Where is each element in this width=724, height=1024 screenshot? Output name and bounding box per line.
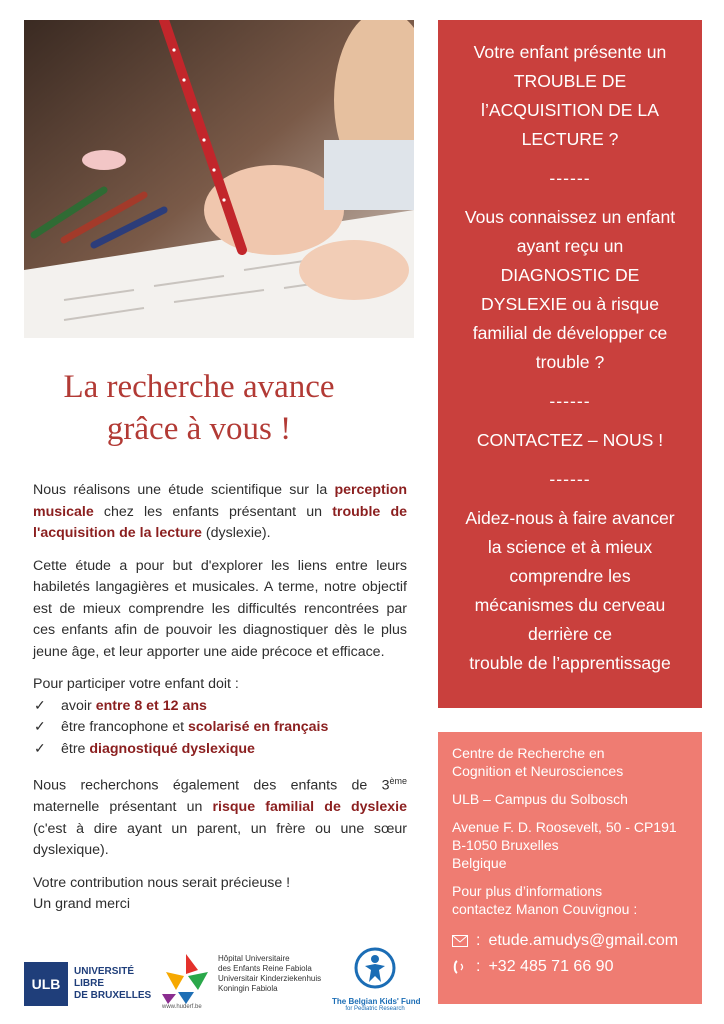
envelope-icon <box>452 935 468 947</box>
q2-line: trouble ? <box>535 352 605 372</box>
q2-line: ayant reçu un <box>516 236 624 256</box>
ulb-name-line: UNIVERSITÉ <box>74 966 135 977</box>
info-line: Pour plus d’informations <box>452 883 603 899</box>
criteria-text: être <box>61 740 90 757</box>
ulb-name <box>74 966 151 1002</box>
q2-line: DYSLEXIE ou à risque <box>481 294 659 314</box>
criteria-item <box>33 717 407 739</box>
bkf-subtitle: for Pediatric Research <box>345 1006 405 1012</box>
intro-text-2: chez les enfants présentant un <box>93 503 333 520</box>
q2-line: Vous connaissez un enfant <box>464 207 676 227</box>
q1-line: l’ACQUISITION DE LA <box>481 100 659 120</box>
question-2 <box>438 203 702 377</box>
aim-paragraph: Cette étude a pour but d'explorer les liens entre leurs habiletés langagières et musicales. A terme, notre objectif est de mieux comprendre les difficultés rencontrées par ces enfants afin de pouvoir les diagnostiquer dès le plus jeune âge, et leur apporter une aide précoce et efficace. <box>33 557 407 660</box>
huderf-line: Koningin Fabiola <box>218 984 278 993</box>
criteria-heading: Pour participer votre enfant doit : <box>33 676 239 692</box>
intro-text-1: Nous réalisons une étude scientifique sur la <box>33 482 335 498</box>
closing-line: la science et à mieux <box>487 537 653 557</box>
intro-paragraph <box>33 480 407 545</box>
address-line: Belgique <box>452 855 507 871</box>
criteria-item <box>33 739 407 761</box>
child-writing-photo <box>24 20 414 338</box>
ulb-logo: ULB <box>24 962 68 1006</box>
closing-line: trouble de l’apprentissage <box>469 653 671 673</box>
address-line: B-1050 Bruxelles <box>452 837 559 853</box>
headline-line-1: La recherche avance <box>63 369 335 405</box>
huderf-line: Hôpital Universitaire <box>218 954 290 963</box>
q1-line: TROUBLE DE <box>513 71 627 91</box>
call-to-action-panel <box>438 20 702 708</box>
q1-line: LECTURE ? <box>521 129 619 149</box>
photo-illustration <box>24 20 414 338</box>
criteria-bold: scolarisé en français <box>188 719 329 735</box>
campus: ULB – Campus du Solbosch <box>452 791 628 807</box>
belgian-kids-fund-logo <box>332 946 421 1018</box>
huderf-mark-icon <box>158 950 214 1006</box>
email-link[interactable]: etude.amudys@gmail.com <box>488 932 679 949</box>
risk-text-3: (c'est à dire ayant un parent, un frère ou une sœur dyslexique). <box>33 820 407 859</box>
criteria-text: être francophone et <box>61 719 188 735</box>
thanks-line-2: Un grand merci <box>33 896 130 913</box>
child-figure-icon <box>353 946 397 990</box>
intro-bold-1: perception musicale <box>33 482 407 520</box>
separator: ------ <box>549 391 591 411</box>
closing-line: mécanismes du cerveau <box>474 595 666 615</box>
phone-icon <box>452 960 468 974</box>
phone-contact: : +32 485 71 66 90 <box>452 954 688 980</box>
risk-bold: risque familial de dyslexie <box>212 799 407 816</box>
criteria-item <box>33 696 407 718</box>
closing-text <box>438 504 702 678</box>
center-line: Centre de Recherche en <box>452 745 605 761</box>
huderf-name <box>218 954 321 994</box>
ulb-name-line: DE BRUXELLES <box>74 990 152 1001</box>
check-icon: ✓ <box>34 697 46 714</box>
q2-line: familial de développer ce <box>472 323 668 343</box>
address-line: Avenue F. D. Roosevelt, 50 - CP191 <box>452 819 677 835</box>
check-icon: ✓ <box>34 719 46 735</box>
bkf-name: The Belgian Kids' Fund <box>332 997 421 1006</box>
risk-sup: ème <box>389 776 407 786</box>
criteria-bold: entre 8 et 12 ans <box>95 697 207 714</box>
huderf-url: www.huderf.be <box>162 1004 202 1010</box>
risk-text-2: maternelle présentant un <box>33 799 213 816</box>
question-1 <box>438 38 702 154</box>
body-text <box>33 480 407 916</box>
intro-text-3: (dyslexie). <box>201 525 271 541</box>
q1-line: Votre enfant présente un <box>473 42 667 62</box>
closing-line: comprendre les <box>509 566 631 586</box>
research-center <box>452 744 688 780</box>
risk-text-1: Nous recherchons également des enfants de 3 <box>33 777 390 794</box>
thanks-line-1: Votre contribution nous serait précieuse ! <box>33 874 291 891</box>
info-line: contactez Manon Couvignou : <box>452 901 638 917</box>
criteria-list <box>33 696 407 761</box>
address <box>452 818 688 872</box>
contact-info-panel <box>438 732 702 1004</box>
separator: ------ <box>549 469 591 489</box>
closing-line: derrière ce <box>527 624 613 644</box>
center-line: Cognition et Neurosciences <box>452 763 624 779</box>
partner-logos <box>24 946 424 1018</box>
email-contact: : etude.amudys@gmail.com <box>452 928 688 954</box>
headline-line-2: grâce à vous ! <box>106 411 292 447</box>
separator: ------ <box>549 168 591 188</box>
info-text <box>452 882 688 918</box>
huderf-line: Universitair Kinderziekenhuis <box>218 974 322 983</box>
ulb-name-line: LIBRE <box>74 978 104 989</box>
check-icon: ✓ <box>34 740 46 757</box>
closing-line: Aidez-nous à faire avancer <box>465 508 675 528</box>
criteria-bold: diagnostiqué dyslexique <box>89 740 255 757</box>
huderf-logo <box>158 950 322 1014</box>
headline <box>24 366 374 450</box>
huderf-line: des Enfants Reine Fabiola <box>218 964 312 973</box>
contact-us-cta: CONTACTEZ – NOUS ! <box>476 430 664 450</box>
intro-bold-2: trouble de l'acquisition de la lecture <box>33 503 408 541</box>
q2-line: DIAGNOSTIC DE <box>500 265 640 285</box>
phone-number[interactable]: +32 485 71 66 90 <box>488 958 614 975</box>
criteria-text: avoir <box>61 697 96 714</box>
risk-paragraph <box>33 771 407 862</box>
